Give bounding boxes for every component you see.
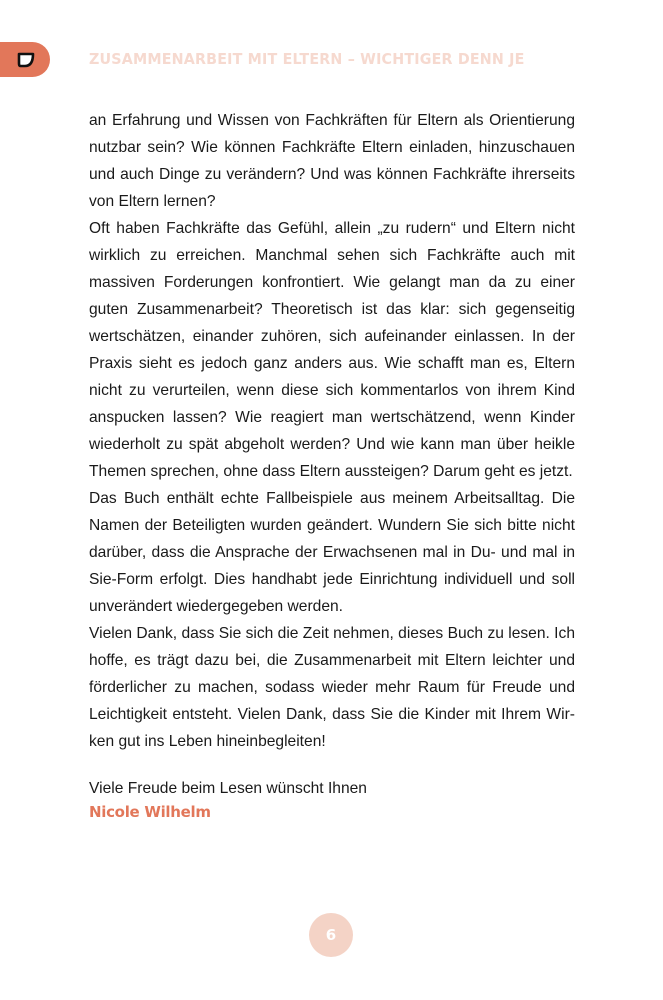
chapter-marker-icon	[16, 51, 36, 69]
paragraph: Vielen Dank, dass Sie sich die Zeit nehmen, dieses Buch zu lesen. Ich hoffe, es trägt dazu bei, die Zusammenarbeit mit Eltern leichter und förderlicher zu machen, sodass wieder mehr Raum für Freude und Leichtigkeit entsteht. Vielen Dank, dass Sie die Kinder mit Ihrem Wirken gut ins Leben hineinbegleiten!	[89, 625, 575, 750]
running-header: ZUSAMMENARBEIT MIT ELTERN – WICHTIGER DENN JE	[89, 50, 525, 68]
paragraph: Oft haben Fachkräfte das Gefühl, allein „zu rudern“ und Eltern nicht wirklich zu erreichen. Manchmal sehen sich Fachkräfte auch mit massiven Forderungen konfrontiert. Wie gelangt man da zu einer guten Zusammenarbeit? Theoretisch ist das klar: sich gegenseitig wertschätzen, einander zuhören, sich aufeinander einlassen. In der Praxis sieht es jedoch ganz anders aus. Wie schafft man es, Eltern nicht zu verurteilen, wenn diese sich kommentarlos von ihrem Kind anspucken lassen? Wie reagiert man wertschätzend, wenn Kinder wiederholt zu spät abgeholt werden? Und wie kann man über heikle Themen sprechen, ohne dass Eltern aussteigen? Darum geht es jetzt.	[89, 220, 575, 480]
paragraph: an Erfahrung und Wissen von Fachkräften für Eltern als Orientierung nutzbar sein? Wie können Fachkräfte Eltern einladen, hinzuschauen und auch Dinge zu verändern? Und was können Fachkräfte ihrerseits von Eltern lernen?	[89, 112, 575, 210]
page-number-badge: 6	[309, 913, 353, 957]
body-text	[89, 107, 575, 755]
paragraph: Das Buch enthält echte Fallbeispiele aus meinem Arbeitsalltag. Die Namen der Beteiligten wurden geändert. Wundern Sie sich bitte nicht darüber, dass die Ansprache der Erwachsenen mal in Du- und mal in Sie-Form erfolgt. Dies handhabt jede Einrichtung individuell und soll unverändert wiedergegeben werden.	[89, 490, 575, 615]
author-signature: Nicole Wilhelm	[89, 803, 211, 821]
closing-line: Viele Freude beim Lesen wünscht Ihnen	[89, 780, 367, 797]
chapter-tab	[0, 42, 50, 77]
